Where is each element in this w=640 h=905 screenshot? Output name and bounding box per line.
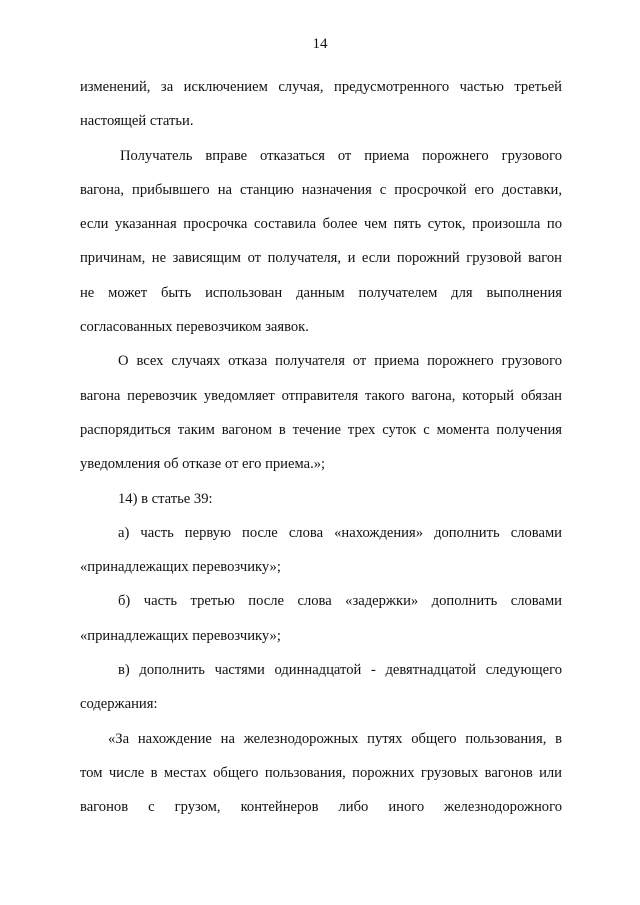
text-line: вагона перевозчик уведомляет отправителя такого вагона, который обязан	[80, 387, 562, 404]
paragraph-first-line: Получатель вправе отказаться от приема порожнего грузового	[120, 147, 562, 164]
text-line: не может быть использован данным получателем для выполнения	[80, 284, 562, 301]
text-line: если указанная просрочка составила более чем пять суток, произошла по	[80, 216, 562, 233]
paragraph-first-line: б) часть третью после слова «задержки» дополнить словами	[118, 593, 562, 610]
text-line: распорядиться таким вагоном в течение трех суток с момента получения	[80, 421, 562, 438]
paragraph-first-line: «За нахождение на железнодорожных путях общего пользования, в	[108, 730, 562, 747]
text-line: причинам, не зависящим от получателя, и если порожний грузовой вагон	[80, 250, 562, 267]
text-line: согласованных перевозчиком заявок.	[80, 319, 309, 336]
text-line: том числе в местах общего пользования, порожних грузовых вагонов или	[80, 764, 562, 781]
text-line: изменений, за исключением случая, предусмотренного частью третьей	[80, 79, 562, 95]
page-number: 14	[312, 36, 328, 52]
document-body	[80, 70, 562, 825]
text-line: уведомления об отказе от его приема.»;	[80, 456, 326, 473]
text-line: содержания:	[80, 696, 158, 713]
text-line: «принадлежащих перевозчику»;	[80, 559, 281, 576]
text-line: вагонов с грузом, контейнеров либо иного железнодорожного	[80, 799, 562, 816]
text-line: вагона, прибывшего на станцию назначения с просрочкой его доставки,	[80, 181, 562, 198]
text-line: «принадлежащих перевозчику»;	[80, 627, 281, 644]
text-line: настоящей статьи.	[80, 113, 194, 130]
paragraph-first-line: а) часть первую после слова «нахождения» дополнить словами	[118, 524, 562, 541]
paragraph-first-line: О всех случаях отказа получателя от приема порожнего грузового	[118, 353, 562, 370]
paragraph-first-line: в) дополнить частями одиннадцатой - девятнадцатой следующего	[118, 662, 562, 679]
list-item-heading: 14) в статье 39:	[118, 490, 213, 507]
